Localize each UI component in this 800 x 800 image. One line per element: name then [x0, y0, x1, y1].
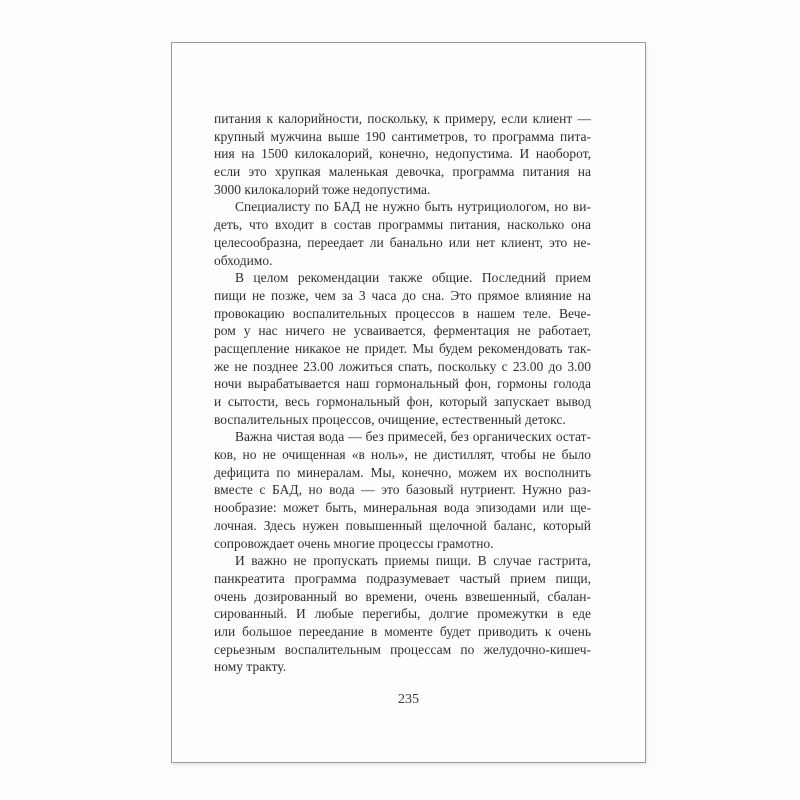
- text-line: панкреатита программа подразумевает частый прием пищи,: [214, 570, 591, 586]
- text-line: вместе с БАД, но вода — это базовый нутриент. Нужно раз-: [214, 482, 591, 498]
- text-line: же не позднее 23.00 ложиться спать, поскольку с 23.00 до 3.00: [214, 358, 591, 374]
- text-line: деть, что входит в состав программы питания, насколько она: [214, 217, 591, 233]
- text-line: В целом рекомендации также общие. Последний прием: [235, 270, 591, 286]
- text-line: провокацию воспалительных процессов в нашем теле. Вече-: [214, 305, 591, 321]
- text-line: крупный мужчина выше 190 сантиметров, то программа пита-: [214, 128, 591, 144]
- text-line: и сытости, весь гормональный фон, который запускает вывод: [214, 394, 591, 409]
- text-line: целесообразна, переедает ли банально или нет клиент, это не-: [214, 234, 591, 250]
- text-line: 3000 килокалорий тоже недопустима.: [214, 181, 431, 197]
- paragraph: [214, 269, 591, 428]
- text-line: ному тракту.: [214, 659, 287, 675]
- text-line: лочная. Здесь нужен повышенный щелочной баланс, который: [214, 517, 591, 533]
- text-line: Важна чистая вода — без примесей, без органических остат-: [235, 429, 591, 445]
- text-line: питания к калорийности, поскольку, к примеру, если клиент —: [214, 111, 591, 126]
- text-line: обходимо.: [214, 252, 273, 268]
- text-line: ночи вырабатывается наш гормональный фон, гормоны голода: [214, 376, 591, 392]
- text-line: если это хрупкая маленькая девочка, программа питания на: [214, 164, 591, 180]
- text-line: сопровождает очень многие процессы грамотно.: [214, 535, 494, 551]
- body-text: [214, 110, 591, 676]
- text-line: ния на 1500 килокалорий, конечно, недопустима. И наоборот,: [214, 146, 591, 162]
- text-line: нообразие: может быть, минеральная вода эпизодами или ще-: [214, 500, 591, 516]
- text-line: Специалисту по БАД не нужно быть нутрициологом, но ви-: [235, 199, 591, 215]
- text-line: дефицита по минералам. Мы, конечно, можем их восполнить: [214, 464, 591, 480]
- book-page: [171, 42, 646, 763]
- paragraph: [214, 110, 591, 198]
- text-line: очень дозированный во времени, очень взвешенный, сбалан-: [214, 588, 591, 604]
- text-line: воспалительных процессов, очищение, естественный детокс.: [214, 411, 566, 427]
- text-line: И важно не пропускать приемы пищи. В случае гастрита,: [235, 553, 591, 569]
- paragraph: [214, 552, 591, 676]
- page-number: 235: [398, 692, 419, 707]
- text-line: серьезным воспалительным процессам по желудочно-кишеч-: [214, 641, 591, 657]
- text-line: пищи не позже, чем за 3 часа до сна. Это прямое влияние на: [214, 287, 591, 303]
- text-line: или большое переедание в моменте будет приводить к очень: [214, 623, 591, 639]
- text-line: ков, но не очищенная «в ноль», не дистиллят, чтобы не было: [214, 447, 591, 463]
- text-line: расщепление никакое не придет. Мы будем рекомендовать так-: [214, 340, 591, 356]
- text-line: ром у нас ничего не усваивается, ферментация не работает,: [214, 323, 591, 339]
- paragraph: [214, 428, 591, 552]
- text-line: сированный. И любые перегибы, долгие промежутки в еде: [214, 606, 591, 622]
- paragraph: [214, 198, 591, 269]
